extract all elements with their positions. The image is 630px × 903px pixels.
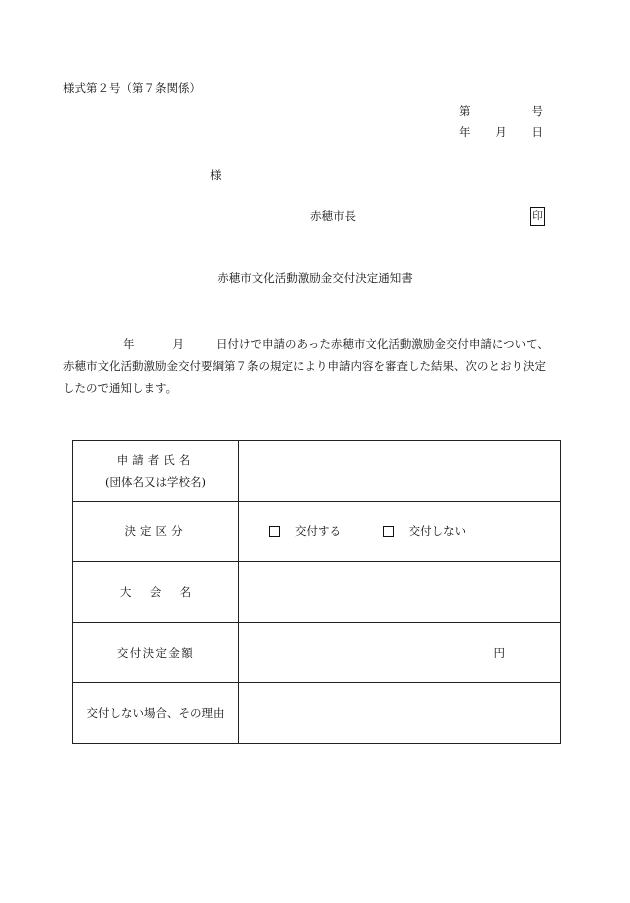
decision-label-cell [73,501,239,562]
option-grant[interactable] [269,523,341,539]
event-value-cell[interactable] [239,562,561,623]
grant-checkbox[interactable] [269,526,280,537]
body-text [63,333,573,399]
body-year: 年 [123,337,135,351]
no-grant-checkbox[interactable] [383,526,394,537]
amount-label-cell [73,622,239,683]
document-number-prefix: 第 [459,104,471,118]
decision-label: 決定区分 [124,524,187,539]
option-no-grant[interactable] [383,523,467,539]
decision-table [72,440,561,744]
reason-label-cell [73,683,239,744]
reason-label: 交付しない場合、その理由 [86,706,225,721]
applicant-label-cell [73,441,239,502]
event-label-cell [73,562,239,623]
document-number [459,106,543,118]
body-month: 月 [172,337,184,351]
applicant-value-cell[interactable] [239,441,561,502]
table-row-decision [73,501,561,562]
date-year: 年 [459,125,471,139]
option-grant-label: 交付する [295,524,341,539]
document-date [459,127,543,139]
applicant-label: 申請者氏名 [116,452,195,467]
document-number-suffix: 号 [531,104,543,118]
table-row-applicant [73,441,561,502]
option-no-grant-label: 交付しない [408,524,467,539]
body-line-1-text: 日付けで申請のあった赤穂市文化活動激励金交付申請について、 [216,337,549,351]
table-row-event [73,562,561,623]
reason-value-cell[interactable] [239,683,561,744]
seal-mark: 印 [530,207,545,226]
table-row-reason [73,683,561,744]
body-line-2: 赤穂市文化活動激励金交付要綱第７条の規定により申請内容を審査した結果、次のとおり決定 [63,359,546,373]
amount-unit: 円 [493,645,505,660]
decision-value-cell [239,501,561,562]
amount-label: 交付決定金額 [116,645,195,660]
document-title: 赤穂市文化活動激励金交付決定通知書 [217,271,413,285]
body-line-1 [63,333,573,355]
table-row-amount [73,622,561,683]
event-label: 大会名 [119,584,210,599]
form-number-label: 様式第２号（第７条関係） [63,81,201,95]
date-month: 月 [495,125,507,139]
applicant-sublabel: (団体名又は学校名) [105,474,206,489]
date-day: 日 [531,125,543,139]
issuer-name: 赤穂市長 [310,209,356,223]
amount-value-cell[interactable] [239,622,561,683]
body-line-3: したので通知します。 [63,381,178,395]
addressee-suffix: 様 [210,168,222,182]
